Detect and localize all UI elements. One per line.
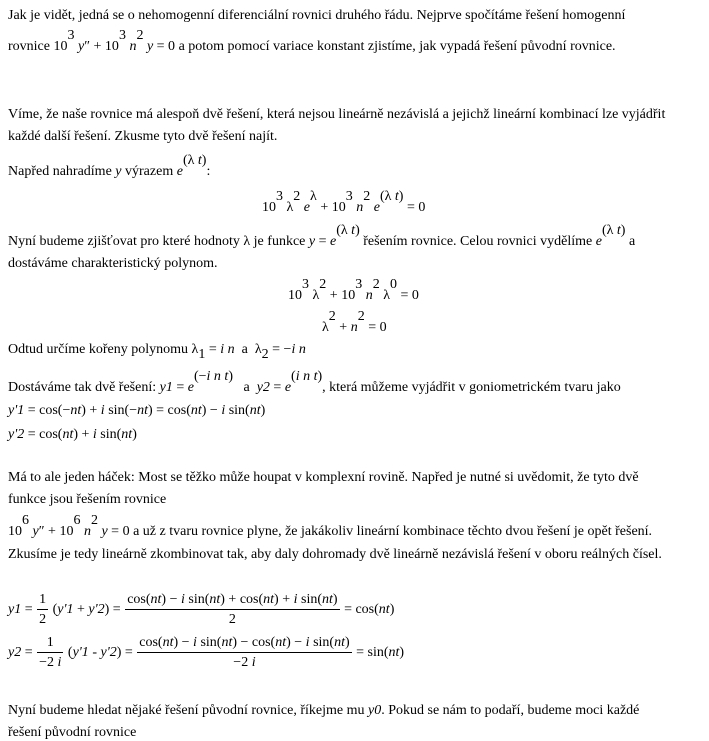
text-fragment: a už z tvaru rovnice plyne, že jakákoliv lineární kombinace těchto dvou řešení je opět řešení. [129,524,653,539]
substituted-equation: $10^3$ $\lambda^2$ $e^\lambda + 10^3$ $n^2$ $e^{(\lambda t)} = 0$ [262,189,426,215]
root-lambda-2: $\lambda_2 = -i$ n [254,342,306,362]
text-fragment: Nyní budeme zjišťovat pro které hodnoty [8,234,244,249]
text-fragment: rovnice [8,39,54,54]
text-line: Zkusíme je tedy lineárně zkombinovat tak, aby daly dohromady dvě lineárně nezávislá řešení v oboru reálných čísel. [8,547,662,562]
text-fragment: a [243,380,250,395]
text-line: Má to ale jeden háček: Most se těžko může houpat v komplexní rovině. Napřed je nutné si uvědomit, že tyto dvě [8,470,639,485]
text-line-with-var [8,704,639,718]
text-fragment: . Pokud se nám to podaří, budeme moci každé [381,703,640,718]
lambda-symbol: λ [243,234,251,249]
text-fragment: , která můžeme vyjádřit v goniometrickém tvaru jako [322,380,621,395]
exp-lambda-t: $e^{(\lambda t)}$ [176,153,207,179]
text-line: řešení původní rovnice [8,725,137,740]
text-line: dostáváme charakteristický polynom. [8,256,218,271]
text-fragment: : [206,164,211,179]
text-fragment: Nyní budeme hledat nějaké řešení původní rovnice, říkejme mu [8,703,369,718]
text-fragment: výrazem [121,164,177,179]
solution-y1: $y1 = e^{(-i n t)}$ [159,369,233,395]
text-fragment: a potom pomocí variace konstant zjistíme, jak vypadá řešení původní rovnice. [175,39,616,54]
root-lambda-1: $\lambda_1 = i$ n [191,342,235,362]
text-fragment: a [241,342,248,357]
text-line: každé další řešení. Zkusme tyto dvě řešení najít. [8,129,278,144]
simplified-polynomial: $\lambda^2 + n^2 = 0$ [322,309,387,335]
text-line-with-equation [8,513,653,539]
trig-form-y2: y'2 = cos(nt) + i sin(nt) [8,427,137,442]
exp-lambda-t: $e^{(\lambda t)}$ [595,223,626,249]
homogeneous-equation: $10^3$ $y'' + 10^3$ $n^2$ y = 0 [53,28,176,54]
text-fragment: řešením rovnice. Celou rovnici vydělíme [359,234,596,249]
text-line: Jak je vidět, jedná se o nehomogenní diferenciální rovnici druhého řádu. Nejprve spočítáme řešení homogenní [8,8,626,23]
variable-y0: y0 [368,703,382,718]
text-line-with-equation [8,342,306,362]
text-line: funkce jsou řešením rovnice [8,492,167,507]
text-fragment: Napřed nahradíme [8,164,116,179]
text-line-with-equation [8,223,636,249]
text-line: Víme, že naše rovnice má alespoň dvě řešení, která nejsou lineárně nezávislá a jejichž lineární kombinací lze vyjádřit [8,107,666,122]
real-solution-y2: y2 = $\frac{1}{-2 i}$ (y'1 - y'2) = $\frac{\text{cos(nt) − i sin(nt) − cos(nt) − i sin(nt)}}{-2 i}$ = sin(nt) [8,635,405,670]
text-line-with-equation [8,28,616,54]
text-fragment: Odtud určíme kořeny polynomu [8,342,192,357]
function-expr: $y = e^{(\lambda t)}$ [308,223,360,249]
solution-y2: $y2 = e^{(i n t)}$ [256,369,323,395]
text-fragment: Dostáváme tak dvě řešení: [8,380,160,395]
real-solution-y1: y1 = $\frac{1}{2}$ (y'1 + y'2) = $\frac{\text{cos(nt) − i sin(nt) + cos(nt) + i sin(nt)}}{2}$ = cos(nt) [8,592,395,627]
scaled-equation: $10^6$ $y'' + 10^6$ $n^2$ y = 0 [8,513,130,539]
characteristic-polynomial: $10^3$ $\lambda^2 + 10^3$ $n^2$ $\lambda^0 = 0$ [288,277,419,303]
variable-y: y [115,164,122,179]
text-fragment: a [625,234,636,249]
text-line-with-equation [8,153,211,179]
trig-form-y1: y'1 = cos(−nt) + i sin(−nt) = cos(nt) − i sin(nt) [8,403,266,418]
text-fragment: je funkce [250,234,309,249]
text-line-with-equation [8,369,621,395]
